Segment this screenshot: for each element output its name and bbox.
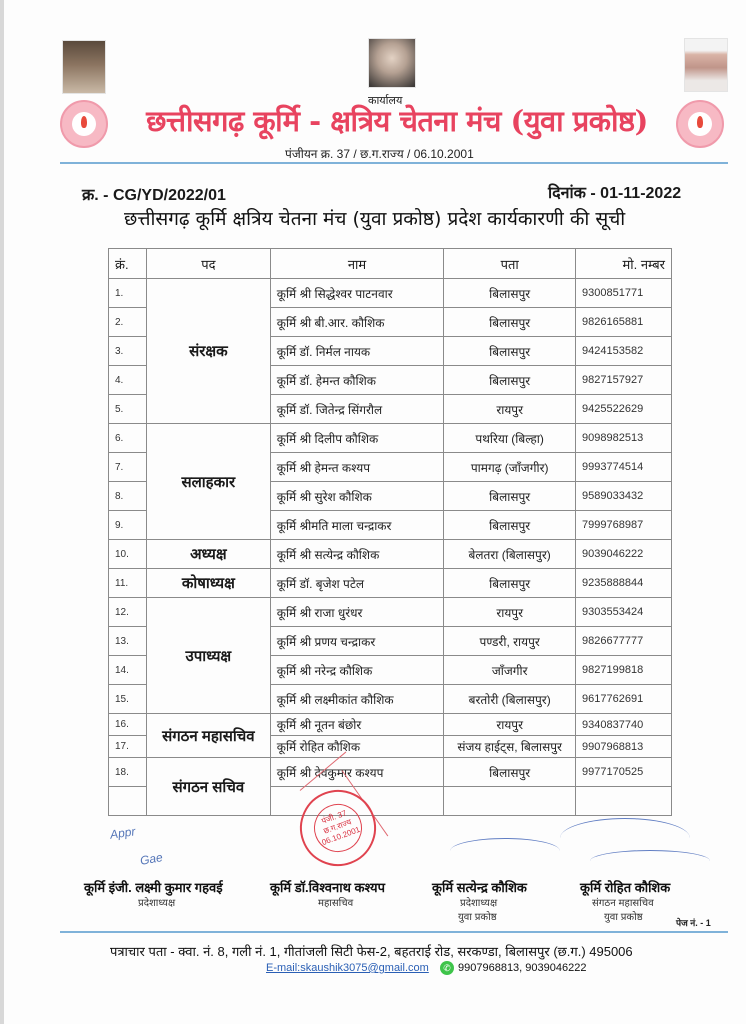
mobile-cell: 9826165881 (576, 308, 672, 337)
reference-number: क्र. - CG/YD/2022/01 (82, 187, 226, 204)
name-cell: कूर्मि श्री प्रणय चन्द्राकर (270, 627, 444, 656)
name-cell: कूर्मि श्री लक्ष्मीकांत कौशिक (270, 685, 444, 714)
signatory-name: कूर्मि सत्येन्द्र कौशिक (432, 880, 527, 895)
signatory-name: कूर्मि डॉ.विश्वनाथ कश्यप (270, 880, 385, 895)
name-cell: कूर्मि रोहित कौशिक (270, 736, 444, 758)
name-cell: कूर्मि डॉ. हेमन्त कौशिक (270, 366, 444, 395)
portrait-right (684, 38, 728, 92)
serial-number-cell: 13. (109, 627, 147, 656)
name-cell: कूर्मि श्री नरेन्द्र कौशिक (270, 656, 444, 685)
name-cell: कूर्मि श्री सुरेश कौशिक (270, 482, 444, 511)
name-cell: कूर्मि डॉ. बृजेश पटेल (270, 569, 444, 598)
signatory-subrole: युवा प्रकोष्ठ (458, 912, 497, 923)
serial-number-cell: 15. (109, 685, 147, 714)
initials-handwriting: Gae (138, 850, 164, 868)
address-cell: बिलासपुर (444, 511, 576, 540)
post-cell: संरक्षक (146, 279, 270, 424)
signatory-role: प्रदेशाध्यक्ष (460, 898, 498, 909)
address-cell: बिलासपुर (444, 569, 576, 598)
table-row (109, 569, 672, 598)
mobile-cell: 9993774514 (576, 453, 672, 482)
footer-divider (60, 931, 728, 933)
serial-number-cell: 3. (109, 337, 147, 366)
serial-number-cell: 2. (109, 308, 147, 337)
office-label: कार्यालय (368, 95, 403, 107)
mobile-cell: 9907968813 (576, 736, 672, 758)
serial-number-cell: 14. (109, 656, 147, 685)
serial-number-cell: 11. (109, 569, 147, 598)
mobile-cell: 9826677777 (576, 627, 672, 656)
mobile-cell: 9589033432 (576, 482, 672, 511)
mobile-cell: 9424153582 (576, 337, 672, 366)
name-cell: कूर्मि श्री राजा धुरंधर (270, 598, 444, 627)
address-cell: रायपुर (444, 714, 576, 736)
serial-number-cell: 10. (109, 540, 147, 569)
serial-number-cell: 1. (109, 279, 147, 308)
letter-date: दिनांक - 01-11-2022 (548, 185, 682, 202)
address-cell (444, 787, 576, 816)
name-cell: कूर्मि श्री दिलीप कौशिक (270, 424, 444, 453)
serial-number-cell: 6. (109, 424, 147, 453)
table-header-row (109, 249, 672, 279)
signatory-subrole: युवा प्रकोष्ठ (604, 912, 643, 923)
logo-emblem (72, 112, 96, 136)
signatory-name: कूर्मि इंजी. लक्ष्मी कुमार गहवई (84, 880, 223, 895)
scan-edge (0, 0, 4, 1024)
table-row (109, 279, 672, 308)
serial-number-cell: 17. (109, 736, 147, 758)
logo-emblem (688, 112, 712, 136)
address-cell: बिलासपुर (444, 366, 576, 395)
serial-number-cell: 8. (109, 482, 147, 511)
flame-icon (81, 116, 87, 128)
col-header-address: पता (444, 249, 576, 279)
name-cell: कूर्मि श्री देवकुमार कश्यप (270, 758, 444, 787)
address-cell: जाँजगीर (444, 656, 576, 685)
serial-number-cell: 9. (109, 511, 147, 540)
address-cell: रायपुर (444, 598, 576, 627)
name-cell: कूर्मि श्री नूतन बंछोर (270, 714, 444, 736)
name-cell: कूर्मि डॉ. जितेन्द्र सिंगरौल (270, 395, 444, 424)
signature-mark (450, 838, 560, 864)
mobile-cell (576, 787, 672, 816)
signature-mark (590, 850, 710, 872)
serial-number-cell: 12. (109, 598, 147, 627)
mobile-cell: 9235888844 (576, 569, 672, 598)
post-cell: कोषाध्यक्ष (146, 569, 270, 598)
approval-handwriting: Appr (109, 824, 137, 842)
address-cell: बिलासपुर (444, 279, 576, 308)
signatory-name: कूर्मि रोहित कौशिक (580, 880, 671, 895)
registration-number: पंजीयन क्र. 37 / छ.ग.राज्य / 06.10.2001 (285, 147, 474, 161)
header-divider (60, 162, 728, 164)
serial-number-cell: 4. (109, 366, 147, 395)
portrait-left (62, 40, 106, 94)
address-cell: बिलासपुर (444, 758, 576, 787)
address-cell: रायपुर (444, 395, 576, 424)
mobile-cell: 9827157927 (576, 366, 672, 395)
post-cell: सलाहकार (146, 424, 270, 540)
address-cell: संजय हाईट्स, बिलासपुर (444, 736, 576, 758)
flame-icon (697, 116, 703, 128)
signatory-role: प्रदेशाध्यक्ष (138, 898, 176, 909)
mobile-cell: 9977170525 (576, 758, 672, 787)
list-title: छत्तीसगढ़ कूर्मि क्षत्रिय चेतना मंच (युवा प्रकोष्ठ) प्रदेश कार्यकारणी की सूची (124, 208, 626, 230)
portrait-center (368, 38, 416, 88)
post-cell: अध्यक्ष (146, 540, 270, 569)
address-cell: पण्डरी, रायपुर (444, 627, 576, 656)
col-header-post: पद (146, 249, 270, 279)
address-cell: बिलासपुर (444, 337, 576, 366)
name-cell: कूर्मि श्री सत्येन्द्र कौशिक (270, 540, 444, 569)
signatory-role: महासचिव (318, 898, 354, 909)
serial-number-cell: 18. (109, 758, 147, 787)
email-link[interactable]: E-mail:skaushik3075@gmail.com (266, 962, 429, 974)
post-cell: उपाध्यक्ष (146, 598, 270, 714)
mobile-cell: 9340837740 (576, 714, 672, 736)
org-logo-left (60, 100, 108, 148)
post-cell: संगठन महासचिव (146, 714, 270, 758)
mobile-cell: 9098982513 (576, 424, 672, 453)
address-cell: पामगढ़ (जाँजगीर) (444, 453, 576, 482)
name-cell: कूर्मि श्री हेमन्त कश्यप (270, 453, 444, 482)
correspondence-address: पत्राचार पता - क्वा. नं. 8, गली नं. 1, गीतांजली सिटी फेस-2, बहतराई रोड, सरकण्डा, बिलासपुर (छ.ग.) 495006 (110, 944, 633, 959)
table-row (109, 424, 672, 453)
mobile-cell: 9039046222 (576, 540, 672, 569)
name-cell: कूर्मि श्री बी.आर. कौशिक (270, 308, 444, 337)
table-body (109, 279, 672, 816)
col-header-name: नाम (270, 249, 444, 279)
table-row (109, 540, 672, 569)
page-number: पेज नं. - 1 (676, 918, 711, 928)
address-cell: बिलासपुर (444, 482, 576, 511)
address-cell: बरतोरी (बिलासपुर) (444, 685, 576, 714)
org-title: छत्तीसगढ़ कूर्मि - क्षत्रिय चेतना मंच (युवा प्रकोष्ठ) (146, 104, 648, 138)
mobile-cell: 9827199818 (576, 656, 672, 685)
col-header-mobile: मो. नम्बर (576, 249, 672, 279)
name-cell: कूर्मि डॉ. निर्मल नायक (270, 337, 444, 366)
name-cell: कूर्मि श्रीमति माला चन्द्राकर (270, 511, 444, 540)
signatory-role: संगठन महासचिव (592, 898, 654, 909)
mobile-cell: 9300851771 (576, 279, 672, 308)
mobile-cell: 7999768987 (576, 511, 672, 540)
post-cell: संगठन सचिव (146, 758, 270, 816)
address-cell: बेलतरा (बिलासपुर) (444, 540, 576, 569)
whatsapp-icon: ✆ (440, 961, 454, 975)
mobile-cell: 9303553424 (576, 598, 672, 627)
table-row (109, 714, 672, 736)
address-cell: पथरिया (बिल्हा) (444, 424, 576, 453)
org-logo-right (676, 100, 724, 148)
serial-number-cell (109, 787, 147, 816)
serial-number-cell: 16. (109, 714, 147, 736)
table-row (109, 758, 672, 787)
mobile-cell: 9425522629 (576, 395, 672, 424)
mobile-cell: 9617762691 (576, 685, 672, 714)
col-header-sno: क्रं. (109, 249, 147, 279)
address-cell: बिलासपुर (444, 308, 576, 337)
whatsapp-numbers: 9907968813, 9039046222 (458, 962, 587, 974)
seal-text: पंजी. 37 छ.ग.राज्य 06.10.2001 (320, 808, 362, 848)
executive-members-table (108, 248, 672, 816)
serial-number-cell: 5. (109, 395, 147, 424)
serial-number-cell: 7. (109, 453, 147, 482)
name-cell: कूर्मि श्री सिद्धेश्वर पाटनवार (270, 279, 444, 308)
table-row (109, 598, 672, 627)
